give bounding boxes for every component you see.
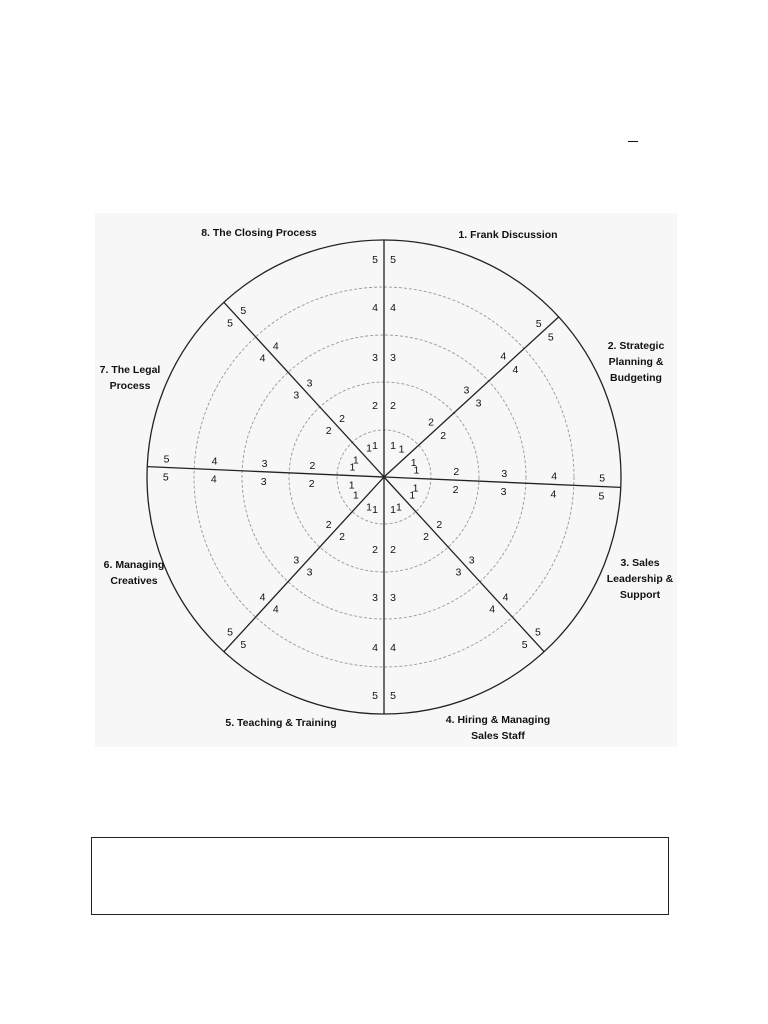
scale-number: 3 <box>390 352 396 364</box>
spokes <box>147 240 621 714</box>
segment-label-line: Budgeting <box>610 372 662 384</box>
scale-number: 2 <box>325 519 332 532</box>
scale-number: 5 <box>372 254 378 266</box>
scale-number: 4 <box>390 302 396 314</box>
segment-label-line: 5. Teaching & Training <box>225 717 337 729</box>
segment-label-line: 7. The Legal <box>99 364 161 376</box>
segment-label-6 <box>104 559 165 587</box>
scale-number: 1 <box>349 461 356 474</box>
scale-number: 5 <box>535 318 542 331</box>
scale-number: 3 <box>455 566 462 579</box>
scale-number: 2 <box>339 412 345 425</box>
scale-number: 2 <box>325 424 332 437</box>
segment-label-3 <box>607 557 674 601</box>
segment-label-line: 4. Hiring & Managing <box>445 714 551 726</box>
scale-number: 5 <box>390 690 396 702</box>
scale-number: 2 <box>423 531 429 544</box>
segment-label-line: 8. The Closing Process <box>201 227 317 239</box>
scale-number: 5 <box>240 305 247 318</box>
segment-label-7 <box>100 364 161 392</box>
scale-number: 3 <box>468 554 475 567</box>
spoke-8 <box>224 302 384 477</box>
scale-number: 5 <box>372 690 378 702</box>
scale-number: 1 <box>366 442 372 455</box>
scale-number: 3 <box>260 475 267 488</box>
scale-number: 5 <box>599 472 606 485</box>
scale-number: 4 <box>210 473 217 486</box>
scale-number: 4 <box>502 591 509 604</box>
scale-number: 3 <box>475 397 482 410</box>
segment-label-line: Creatives <box>110 575 158 587</box>
scale-number: 5 <box>521 638 528 651</box>
scale-number: 2 <box>309 459 316 472</box>
segment-label-line: 6. Managing <box>103 559 165 571</box>
scale-number: 4 <box>550 488 557 501</box>
scale-number: 4 <box>272 340 279 353</box>
scale-number: 5 <box>240 638 247 651</box>
scale-number: 2 <box>390 544 396 556</box>
scale-number: 4 <box>272 603 279 616</box>
scale-number: 2 <box>428 416 434 429</box>
segment-label-1 <box>458 229 557 241</box>
scale-number: 2 <box>390 400 396 412</box>
scale-number: 1 <box>410 457 417 470</box>
scale-number: 3 <box>390 592 396 604</box>
scale-number: 3 <box>463 384 470 397</box>
scale-number: 1 <box>409 489 416 502</box>
scale-number: 5 <box>534 626 541 639</box>
scale-number: 1 <box>352 454 359 467</box>
scale-number: 1 <box>352 489 359 502</box>
scale-number: 2 <box>339 531 345 544</box>
scale-number: 5 <box>547 331 554 344</box>
segment-label-line: Sales Staff <box>471 730 525 742</box>
scale-number: 1 <box>366 501 372 514</box>
scale-number: 1 <box>412 482 419 495</box>
scale-number: 5 <box>227 317 234 330</box>
notes-box[interactable] <box>91 837 669 915</box>
segment-label-line: Planning & <box>608 356 664 368</box>
scale-number: 4 <box>390 642 396 654</box>
spoke-2 <box>384 317 559 477</box>
scale-number: 4 <box>500 350 507 363</box>
scale-number: 5 <box>227 626 234 639</box>
scale-number: 3 <box>372 352 378 364</box>
segment-label-line: 1. Frank Discussion <box>458 229 558 241</box>
scale-number: 3 <box>293 554 300 567</box>
segment-label-8 <box>201 227 317 239</box>
scale-number: 5 <box>390 254 396 266</box>
scale-number: 1 <box>372 504 378 516</box>
scale-number: 2 <box>372 544 378 556</box>
segment-label-2 <box>608 340 665 384</box>
segment-label-line: Process <box>109 380 151 392</box>
scale-number: 3 <box>293 389 300 402</box>
scale-number: 3 <box>372 592 378 604</box>
segment-label-line: Support <box>619 589 661 601</box>
scale-number: 5 <box>162 471 169 484</box>
scale-number: 4 <box>372 302 378 314</box>
segment-label-4 <box>446 714 550 742</box>
scale-number: 1 <box>372 440 378 452</box>
scale-number: 2 <box>308 477 315 490</box>
scale-number: 1 <box>396 501 402 514</box>
scale-number: 3 <box>261 457 268 470</box>
scale-number: 2 <box>372 400 378 412</box>
scale-number: 4 <box>259 352 266 365</box>
scale-number: 4 <box>489 603 496 616</box>
segment-label-line: Leadership & <box>606 573 674 585</box>
scale-number: 5 <box>163 453 170 466</box>
scale-number: 1 <box>413 464 420 477</box>
scale-number: 1 <box>390 504 396 516</box>
scale-number: 4 <box>259 591 266 604</box>
scale-number: 1 <box>398 443 405 456</box>
segment-label-line: 2. Strategic <box>607 340 665 352</box>
scale-number: 2 <box>440 429 447 442</box>
scale-number: 2 <box>453 466 460 479</box>
scale-number: 2 <box>452 484 459 497</box>
scale-number: 1 <box>390 440 396 452</box>
scale-number: 3 <box>500 486 507 499</box>
scale-number: 4 <box>512 363 519 376</box>
segment-label-5 <box>225 717 336 729</box>
spoke-4 <box>384 477 544 652</box>
scale-number: 4 <box>551 470 558 483</box>
scale-number: 3 <box>306 377 313 390</box>
segment-label-line: 3. Sales <box>620 557 660 569</box>
scale-number: 1 <box>348 479 355 492</box>
scale-number: 3 <box>306 566 313 579</box>
spoke-6 <box>224 477 384 652</box>
scale-number: 4 <box>372 642 378 654</box>
scale-number: 3 <box>501 468 508 481</box>
scale-number: 5 <box>598 490 605 503</box>
scale-number: 2 <box>436 519 443 532</box>
scale-number: 4 <box>211 455 218 468</box>
segment-labels <box>100 227 674 742</box>
